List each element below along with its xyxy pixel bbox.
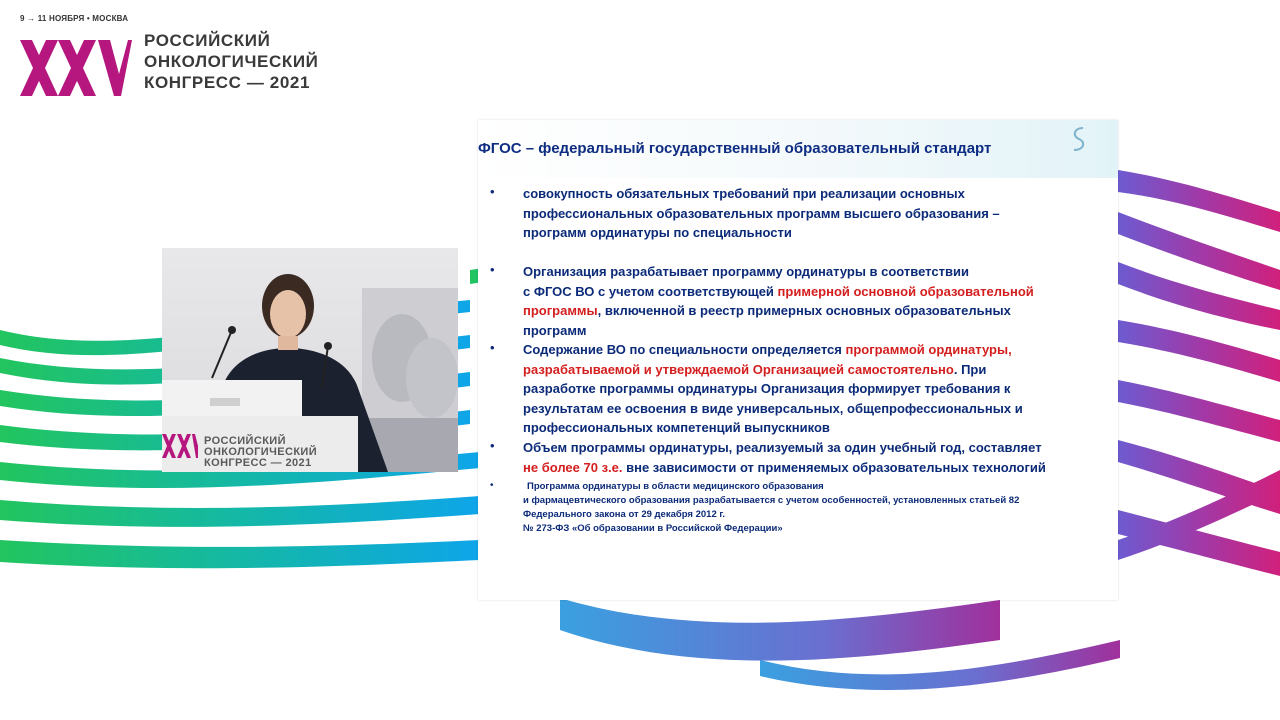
bullet-line [523, 301, 1103, 321]
slide-header [478, 120, 1118, 178]
presentation-slide [478, 120, 1118, 600]
bullet-dot: • [490, 262, 495, 277]
congress-title-line1: РОССИЙСКИЙ [144, 31, 271, 50]
bullet-line: программ [523, 322, 587, 338]
roman-numeral-xxv-logo [20, 34, 132, 102]
bullet-dot: • [490, 480, 494, 491]
text-span: с ФГОС ВО с учетом соответствующей [523, 283, 778, 299]
text-span: . При [953, 361, 987, 377]
congress-title-line2: ОНКОЛОГИЧЕСКИЙ [144, 52, 319, 71]
right-purple-waves [1118, 170, 1280, 576]
bullet-line: № 273-ФЗ «Об образовании в Российской Федерации» [523, 523, 783, 534]
bottom-blue-waves [560, 598, 1120, 690]
congress-title [144, 30, 318, 93]
podium-title-line2: ОНКОЛОГИЧЕСКИЙ [204, 446, 318, 458]
bullet-line: профессиональных образовательных программ высшего образования – [523, 205, 1000, 221]
bullet-dot: • [490, 184, 495, 199]
podium-title-line1: РОССИЙСКИЙ [204, 435, 286, 447]
bullet-line: профессиональных компетенций выпускников [523, 420, 830, 435]
congress-logo [20, 14, 350, 94]
bullet-line: Федерального закона от 29 декабря 2012 г. [523, 509, 726, 520]
bullet-text [523, 480, 1103, 536]
event-date: 9 → 11 НОЯБРЯ • МОСКВА [20, 14, 129, 23]
highlighted-text: программой ординатуры, [845, 342, 1012, 357]
bullet-text [523, 340, 1103, 438]
podium-title-line3: КОНГРЕСС — 2021 [204, 457, 312, 469]
text-span: Содержание ВО по специальности определяется [523, 342, 846, 357]
bullet-dot: • [490, 438, 495, 453]
highlighted-text: примерной основной образовательной [777, 283, 1034, 299]
podium-logo [162, 430, 332, 472]
bullet-line: Организация разрабатывает программу ординатуры в соответствии [523, 264, 969, 279]
highlighted-text: разрабатываемой и утверждаемой Организацией самостоятельно [523, 361, 954, 377]
highlighted-text: не более 70 з.е. [523, 459, 623, 475]
bullet-line: разработке программы ординатуры Организация формирует требования к [523, 381, 1011, 396]
university-emblem-icon [1068, 124, 1090, 154]
bullet-text [523, 184, 1103, 243]
congress-title-line3: КОНГРЕСС — 2021 [144, 73, 311, 92]
podium-title [204, 436, 317, 469]
bullet-line: результатам ее освоения в виде универсальных, общепрофессиональных и [523, 400, 1023, 416]
bullet-text [523, 438, 1103, 477]
bullet-text [523, 262, 1103, 340]
bullet-dot: • [490, 340, 495, 355]
highlighted-text: программы [523, 303, 598, 318]
text-span: вне зависимости от применяемых образовательных технологий [622, 459, 1046, 475]
bullet-line: Объем программы ординатуры, реализуемый за один учебный год, составляет [523, 440, 1042, 455]
bullet-line [523, 458, 1103, 478]
speaker-video [162, 248, 458, 472]
bullet-line: Программа ординатуры в области медицинского образования [527, 481, 824, 492]
podium-roman-numeral [162, 430, 198, 460]
bullet-line: программ ординатуры по специальности [523, 225, 792, 240]
bullet-line: совокупность обязательных требований при реализации основных [523, 186, 965, 201]
bullet-line [523, 282, 1103, 302]
slide-title: ФГОС – федеральный государственный образовательный стандарт [478, 140, 992, 157]
bullet-line [523, 340, 1103, 360]
text-span: , включенной в реестр примерных основных образовательных [597, 303, 1011, 318]
slide-corner-logo [1038, 122, 1118, 172]
bullet-line: и фармацевтического образования разрабатывается с учетом особенностей, установленных статьей 82 [523, 495, 1020, 506]
bullet-line [523, 360, 1103, 380]
